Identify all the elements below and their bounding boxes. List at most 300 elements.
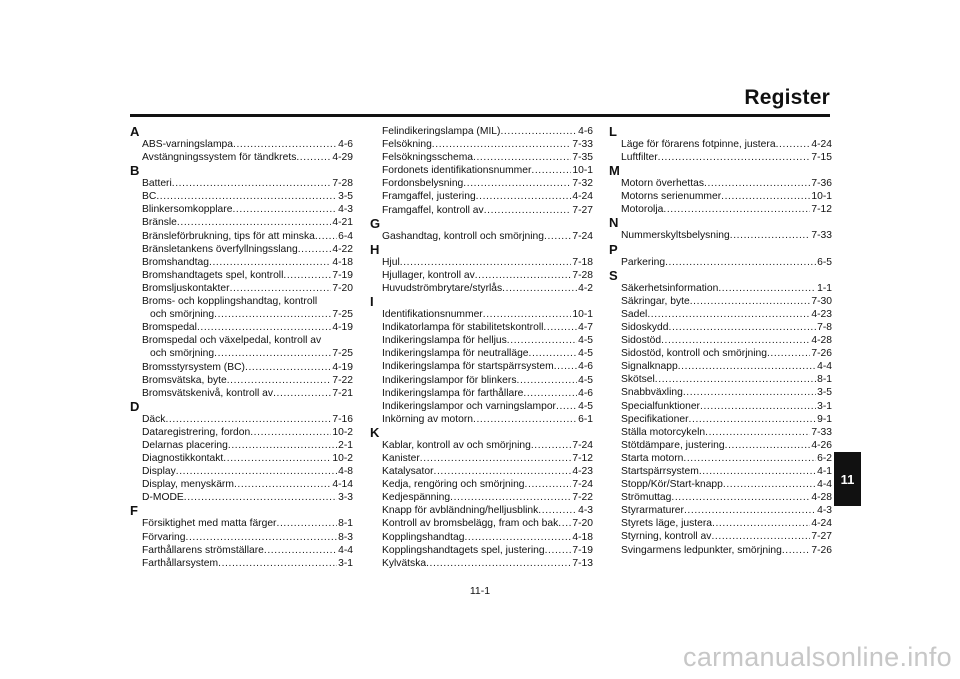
- index-entry-label: Avstängningssystem för tändkrets: [142, 152, 297, 164]
- index-entry-label: Bromshandtagets spel, kontroll: [142, 269, 284, 281]
- dot-leader: [690, 295, 811, 308]
- index-entry-label: Bromsljuskontakter: [142, 282, 230, 294]
- index-entry[interactable]: [382, 504, 593, 517]
- index-entry-label: Felindikeringslampa (MIL): [382, 126, 501, 137]
- index-entry-page: 3-5: [817, 387, 832, 399]
- index-entry-label: Motorns serienummer: [621, 191, 722, 203]
- index-entry[interactable]: [621, 360, 832, 373]
- index-entry[interactable]: [382, 531, 593, 544]
- index-entry[interactable]: [621, 426, 832, 439]
- index-entry-page: 7-12: [811, 204, 832, 216]
- index-entry-page: 7-26: [811, 348, 832, 360]
- index-entry-page: 3-1: [817, 400, 832, 412]
- index-entry-label: Skötsel: [621, 374, 655, 386]
- index-entry[interactable]: [621, 373, 832, 386]
- index-entry-label: Indikeringslampa för startspärrsystem: [382, 361, 554, 373]
- index-entry-page: 7-25: [332, 309, 353, 321]
- index-entry-label: Motorolja: [621, 204, 664, 216]
- index-entry-label: och smörjning: [150, 309, 215, 321]
- index-entry-page: 4-28: [811, 335, 832, 347]
- index-entry-page: 7-16: [332, 413, 353, 425]
- index-entry-page: 7-18: [572, 256, 593, 268]
- index-entry[interactable]: [142, 478, 353, 491]
- dot-leader: [538, 504, 577, 517]
- index-entry-label: Däck: [142, 413, 166, 425]
- index-entry[interactable]: [142, 230, 353, 243]
- dot-leader: [782, 544, 811, 557]
- dot-leader: [558, 517, 571, 530]
- index-entry-page: 7-33: [811, 230, 832, 242]
- dot-leader: [776, 138, 811, 151]
- index-letter-heading: D: [130, 398, 140, 414]
- index-entry-label: Bromsvätska, byte: [142, 374, 227, 386]
- index-entry-label: Indikeringslampa för farthållare: [382, 387, 524, 399]
- index-entry-label: Indikeringslampor för blinkers: [382, 374, 517, 386]
- index-entry-label: Kylvätska: [382, 557, 427, 569]
- index-entry[interactable]: [382, 452, 593, 465]
- index-entry-page: 4-2: [578, 282, 593, 294]
- index-entry-page: 4-23: [811, 308, 832, 320]
- index-entry-label: Sidostöd: [621, 335, 662, 347]
- index-entry[interactable]: [621, 465, 832, 478]
- index-entry[interactable]: [142, 465, 353, 478]
- index-entry-label: Parkering: [621, 256, 666, 268]
- index-entry-page: 7-20: [572, 518, 593, 530]
- index-entry[interactable]: [142, 544, 353, 557]
- index-entry[interactable]: [621, 203, 832, 216]
- index-entry[interactable]: [382, 151, 593, 164]
- index-entry-page: 4-19: [332, 322, 353, 334]
- index-entry[interactable]: [142, 321, 353, 334]
- index-entry-label: Ställa motorcykeln: [621, 426, 706, 438]
- dot-leader: [426, 557, 571, 570]
- dot-leader: [529, 347, 578, 360]
- index-entry[interactable]: [621, 321, 832, 334]
- index-entry[interactable]: [382, 491, 593, 504]
- index-entry[interactable]: [142, 138, 353, 151]
- index-entry[interactable]: [621, 256, 832, 269]
- dot-leader: [232, 203, 337, 216]
- index-entry[interactable]: [621, 478, 832, 491]
- dot-leader: [296, 151, 331, 164]
- index-entry-label: Styrets läge, justera: [621, 518, 712, 530]
- index-entry-page: 8-1: [817, 374, 832, 386]
- index-entry[interactable]: [142, 216, 353, 229]
- index-entry-label: Styrarmaturer: [621, 505, 684, 517]
- index-entry-page: 4-18: [332, 256, 353, 268]
- index-entry-page: 7-27: [572, 204, 593, 216]
- dot-leader: [230, 282, 332, 295]
- index-entry-label: Motorn överhettas: [621, 178, 704, 190]
- dot-leader: [683, 386, 816, 399]
- dot-leader: [223, 452, 331, 465]
- index-entry-page: 4-24: [572, 191, 593, 203]
- index-entry[interactable]: [621, 334, 832, 347]
- index-entry[interactable]: [621, 151, 832, 164]
- index-entry[interactable]: [382, 230, 593, 243]
- index-entry[interactable]: [382, 374, 593, 387]
- index-entry[interactable]: [142, 426, 353, 439]
- index-entry-page: 10-2: [332, 426, 353, 438]
- index-entry-label: Inkörning av motorn: [382, 413, 474, 425]
- index-entry-label: Farthållarens strömställare: [142, 544, 264, 556]
- index-entry-page: 4-5: [578, 400, 593, 412]
- index-entry-label: Bränsleförbrukning, tips för att minska: [142, 230, 315, 242]
- index-entry[interactable]: [142, 387, 353, 400]
- dot-leader: [718, 282, 816, 295]
- dot-leader: [721, 190, 810, 203]
- index-entry[interactable]: [142, 374, 353, 387]
- dot-leader: [531, 164, 571, 177]
- index-entry-label: ABS-varningslampa: [142, 139, 233, 150]
- index-entry-label: Stopp/Kör/Start-knapp: [621, 479, 723, 491]
- index-letter-heading: N: [609, 215, 619, 231]
- dot-leader: [484, 204, 572, 217]
- index-entry[interactable]: [382, 478, 593, 491]
- index-entry[interactable]: [382, 439, 593, 452]
- index-entry[interactable]: [621, 386, 832, 399]
- index-entry-label: Kedjespänning: [382, 492, 451, 504]
- index-entry[interactable]: [382, 347, 593, 360]
- dot-leader: [507, 334, 577, 347]
- index-entry[interactable]: [150, 347, 353, 360]
- section-tab[interactable]: 11: [834, 452, 861, 506]
- index-entry[interactable]: [382, 400, 593, 413]
- index-entry-page: 9-1: [817, 413, 832, 425]
- index-entry-page: 4-23: [572, 466, 593, 478]
- index-entry-label: Bromspedal: [142, 322, 197, 334]
- dot-leader: [184, 491, 337, 504]
- index-entry[interactable]: [621, 491, 832, 504]
- dot-leader: [233, 138, 337, 151]
- dot-leader: [420, 452, 572, 465]
- index-entry-label: Framgaffel, kontroll av: [382, 204, 484, 216]
- index-entry[interactable]: [142, 203, 353, 216]
- dot-leader: [476, 190, 572, 203]
- index-entry[interactable]: [142, 517, 353, 530]
- index-entry-page: 4-3: [817, 505, 832, 517]
- index-entry[interactable]: [142, 439, 353, 452]
- index-entry-page: 4-22: [332, 243, 353, 255]
- dot-leader: [723, 478, 816, 491]
- index-entry[interactable]: [621, 229, 832, 242]
- index-entry-page: 7-22: [332, 374, 353, 386]
- index-entry-label: Säkringar, byte: [621, 295, 690, 307]
- index-entry-page: 7-8: [817, 321, 832, 333]
- index-column-2: [370, 125, 593, 570]
- index-entry[interactable]: [621, 504, 832, 517]
- index-entry-label: Fordonsbelysning: [382, 178, 464, 190]
- index-entry-page: 4-7: [578, 322, 593, 334]
- dot-leader: [705, 426, 810, 439]
- index-entry[interactable]: [621, 517, 832, 530]
- index-entry[interactable]: [142, 531, 353, 544]
- index-entry[interactable]: [142, 190, 353, 203]
- dot-leader: [712, 517, 810, 530]
- index-entry[interactable]: [142, 557, 353, 570]
- dot-leader: [523, 387, 577, 400]
- index-entry[interactable]: [621, 177, 832, 190]
- index-entry[interactable]: [621, 295, 832, 308]
- index-entry-label: Försiktighet med matta färger: [142, 518, 277, 530]
- dot-leader: [218, 557, 337, 570]
- index-entry-page: 8-3: [338, 531, 353, 543]
- index-entry[interactable]: [382, 334, 593, 347]
- index-entry[interactable]: [382, 557, 593, 570]
- index-entry-page: 4-4: [338, 544, 353, 556]
- index-entry[interactable]: [621, 530, 832, 543]
- index-entry-label: Dataregistrering, fordon: [142, 426, 251, 438]
- dot-leader: [483, 308, 572, 321]
- index-entry[interactable]: [382, 125, 593, 138]
- index-entry-label: Hjul: [382, 256, 400, 268]
- index-entry-page: 4-6: [578, 361, 593, 373]
- index-entry-page: 2-1: [338, 439, 353, 451]
- index-entry-page: 10-1: [811, 191, 832, 203]
- index-entry[interactable]: [382, 204, 593, 217]
- index-entry[interactable]: [142, 269, 353, 282]
- index-entry[interactable]: [382, 413, 593, 426]
- dot-leader: [186, 531, 338, 544]
- index-entry-label: Felsökningsschema: [382, 152, 473, 164]
- index-entry[interactable]: [621, 347, 832, 360]
- dot-leader: [531, 439, 572, 452]
- index-entry[interactable]: [621, 400, 832, 413]
- index-entry[interactable]: [382, 387, 593, 400]
- index-entry-label: Svingarmens ledpunkter, smörjning: [621, 544, 782, 556]
- index-entry-page: 6-1: [578, 413, 593, 425]
- index-entry-label: Styrning, kontroll av: [621, 531, 712, 543]
- index-entry-label: Starta motorn: [621, 452, 684, 464]
- index-entry-page: 4-29: [332, 152, 353, 164]
- index-entry-page: 4-19: [332, 361, 353, 373]
- index-entry-page: 4-14: [332, 479, 353, 491]
- index-entry-page: 10-1: [572, 309, 593, 321]
- index-entry-page: 7-28: [332, 178, 353, 190]
- dot-leader: [463, 177, 571, 190]
- index-column-1: [130, 125, 353, 570]
- index-entry-label: Bromsvätskenivå, kontroll av: [142, 387, 274, 399]
- dot-leader: [544, 230, 571, 243]
- dot-leader: [699, 465, 816, 478]
- dot-leader: [228, 439, 337, 452]
- index-entry[interactable]: [382, 308, 593, 321]
- index-entry[interactable]: [621, 452, 832, 465]
- index-entry-page: 7-24: [572, 439, 593, 451]
- index-entry-label: Bränsletankens överfyllningsslang: [142, 243, 298, 255]
- index-letter-heading: M: [609, 163, 620, 179]
- index-entry-label: Sidostöd, kontroll och smörjning: [621, 348, 767, 360]
- index-entry-page: 4-6: [578, 126, 593, 137]
- dot-leader: [767, 347, 810, 360]
- dot-leader: [669, 321, 817, 334]
- index-entry[interactable]: [382, 164, 593, 177]
- index-entry-page: 3-1: [338, 557, 353, 569]
- index-entry-label: Display: [142, 466, 176, 478]
- index-entry[interactable]: [382, 282, 593, 295]
- index-entry-page: 7-15: [811, 152, 832, 164]
- index-letter-heading: B: [130, 163, 140, 179]
- dot-leader: [315, 230, 337, 243]
- index-entry-label: BC: [142, 191, 157, 203]
- index-entry-page: 6-2: [817, 452, 832, 464]
- index-entry[interactable]: [382, 256, 593, 269]
- index-entry[interactable]: [382, 360, 593, 373]
- index-entry[interactable]: [621, 439, 832, 452]
- dot-leader: [655, 373, 816, 386]
- index-entry[interactable]: [142, 413, 353, 426]
- index-entry-page: 7-33: [811, 426, 832, 438]
- index-entry-page: 7-19: [332, 269, 353, 281]
- dot-leader: [165, 413, 331, 426]
- dot-leader: [658, 151, 811, 164]
- dot-leader: [473, 151, 571, 164]
- index-entry-label: Huvudströmbrytare/styrlås: [382, 282, 503, 294]
- index-entry-label: Specifikationer: [621, 413, 689, 425]
- dot-leader: [276, 517, 337, 530]
- index-entry-label: Knapp för avbländning/helljusblink: [382, 505, 539, 517]
- dot-leader: [400, 256, 572, 269]
- dot-leader: [730, 229, 811, 242]
- index-entry-label: Startspärrsystem: [621, 465, 699, 477]
- dot-leader: [176, 465, 337, 478]
- dot-leader: [678, 360, 816, 373]
- index-entry-label: Indikeringslampa för helljus: [382, 335, 507, 347]
- index-entry-page: 7-24: [572, 230, 593, 242]
- index-entry-label: Framgaffel, justering: [382, 191, 476, 203]
- index-letter-heading: L: [609, 124, 617, 139]
- index-entry[interactable]: [621, 282, 832, 295]
- index-entry[interactable]: [382, 138, 593, 151]
- index-entry-page: 4-3: [338, 204, 353, 216]
- index-entry[interactable]: [621, 190, 832, 203]
- index-letter-heading: G: [370, 215, 381, 231]
- index-entry[interactable]: [382, 269, 593, 282]
- index-entry[interactable]: [142, 491, 353, 504]
- index-entry-label: Identifikationsnummer: [382, 309, 483, 321]
- index-entry-label: Diagnostikkontakt: [142, 453, 224, 465]
- index-entry[interactable]: [142, 282, 353, 295]
- dot-leader: [177, 216, 331, 229]
- dot-leader: [556, 400, 577, 413]
- dot-leader: [464, 531, 571, 544]
- index-entry-page: 6-5: [817, 256, 832, 268]
- page-number: 11-1: [469, 585, 491, 597]
- index-entry-label: Gashandtag, kontroll och smörjning: [382, 230, 544, 242]
- index-entry[interactable]: [621, 138, 832, 151]
- index-entry-page: 7-27: [811, 531, 832, 543]
- index-entry-label: Display, menyskärm: [142, 479, 234, 491]
- dot-leader: [704, 177, 810, 190]
- index-entry[interactable]: [382, 321, 593, 334]
- index-entry[interactable]: [142, 243, 353, 256]
- index-entry-page: 1-1: [817, 282, 832, 294]
- index-entry-page: 7-13: [572, 557, 593, 569]
- index-entry[interactable]: [382, 517, 593, 530]
- dot-leader: [663, 203, 810, 216]
- index-entry-label: Indikeringslampor och varningslampor: [382, 400, 556, 412]
- dot-leader: [214, 308, 331, 321]
- index-entry-page: 7-19: [572, 544, 593, 556]
- dot-leader: [298, 243, 332, 256]
- dot-leader: [432, 138, 572, 151]
- index-entry-label: Kopplingshandtagets spel, justering: [382, 544, 545, 556]
- dot-leader: [543, 321, 577, 334]
- index-entry-label: Nummerskyltsbelysning: [621, 230, 730, 242]
- dot-leader: [661, 334, 810, 347]
- index-entry[interactable]: [621, 413, 832, 426]
- index-letter-heading: S: [609, 267, 618, 283]
- dot-leader: [647, 308, 810, 321]
- index-entry-label: D-MODE: [142, 492, 184, 504]
- page-title: Register: [744, 86, 830, 109]
- dot-leader: [234, 478, 331, 491]
- index-entry[interactable]: [142, 177, 353, 190]
- dot-leader: [689, 413, 817, 426]
- index-entry-page: 7-36: [811, 178, 832, 190]
- dot-leader: [684, 504, 816, 517]
- dot-leader: [473, 413, 577, 426]
- index-entry-page: 4-3: [578, 505, 593, 517]
- index-entry-label: och smörjning: [150, 348, 215, 360]
- index-entry[interactable]: [382, 177, 593, 190]
- index-entry[interactable]: [142, 256, 353, 269]
- dot-leader: [700, 400, 816, 413]
- index-entry[interactable]: [621, 308, 832, 321]
- index-entry-label: Delarnas placering: [142, 439, 228, 451]
- index-entry-label: Kedja, rengöring och smörjning: [382, 479, 525, 491]
- index-entry-label: Sidoskydd: [621, 321, 669, 333]
- index-entry-label: Kanister: [382, 452, 420, 464]
- index-entry-label: Bränsle: [142, 217, 177, 229]
- index-entry-page: 7-21: [332, 387, 353, 399]
- index-entry-page: 7-12: [572, 452, 593, 464]
- index-entry-label: Signalknapp: [621, 361, 678, 373]
- index-entry-label: Förvaring: [142, 531, 186, 543]
- dot-leader: [214, 347, 331, 360]
- index-entry-label: Sadel: [621, 308, 648, 320]
- dot-leader: [475, 269, 572, 282]
- dot-leader: [725, 439, 811, 452]
- index-entry[interactable]: [382, 465, 593, 478]
- header-rule: [130, 114, 830, 117]
- index-entry-page: 4-24: [811, 518, 832, 530]
- index-entry-page: 4-5: [578, 374, 593, 386]
- dot-leader: [545, 544, 572, 557]
- index-entry-label: Snabbväxling: [621, 387, 683, 399]
- index-entry[interactable]: [142, 452, 353, 465]
- index-entry[interactable]: [382, 544, 593, 557]
- index-entry[interactable]: [142, 361, 353, 374]
- index-entry-label: Fordonets identifikationsnummer: [382, 165, 532, 177]
- dot-leader: [711, 530, 810, 543]
- index-entry-label: Katalysator: [382, 466, 434, 478]
- index-column-3: [609, 125, 832, 557]
- index-entry-page: 3-5: [338, 191, 353, 203]
- index-entry-page: 10-2: [332, 453, 353, 465]
- index-entry-label: Indikeringslampa för neutralläge: [382, 348, 529, 360]
- index-entry[interactable]: [382, 190, 593, 203]
- dot-leader: [434, 465, 572, 478]
- index-entry[interactable]: [142, 151, 353, 164]
- index-entry[interactable]: [621, 544, 832, 557]
- index-entry-page: 7-20: [332, 282, 353, 294]
- index-entry-label: Strömuttag: [621, 492, 672, 504]
- index-entry-page: 7-26: [811, 544, 832, 556]
- index-entry[interactable]: [150, 308, 353, 321]
- index-entry-page: 7-25: [332, 348, 353, 360]
- index-letter-heading: K: [370, 424, 380, 440]
